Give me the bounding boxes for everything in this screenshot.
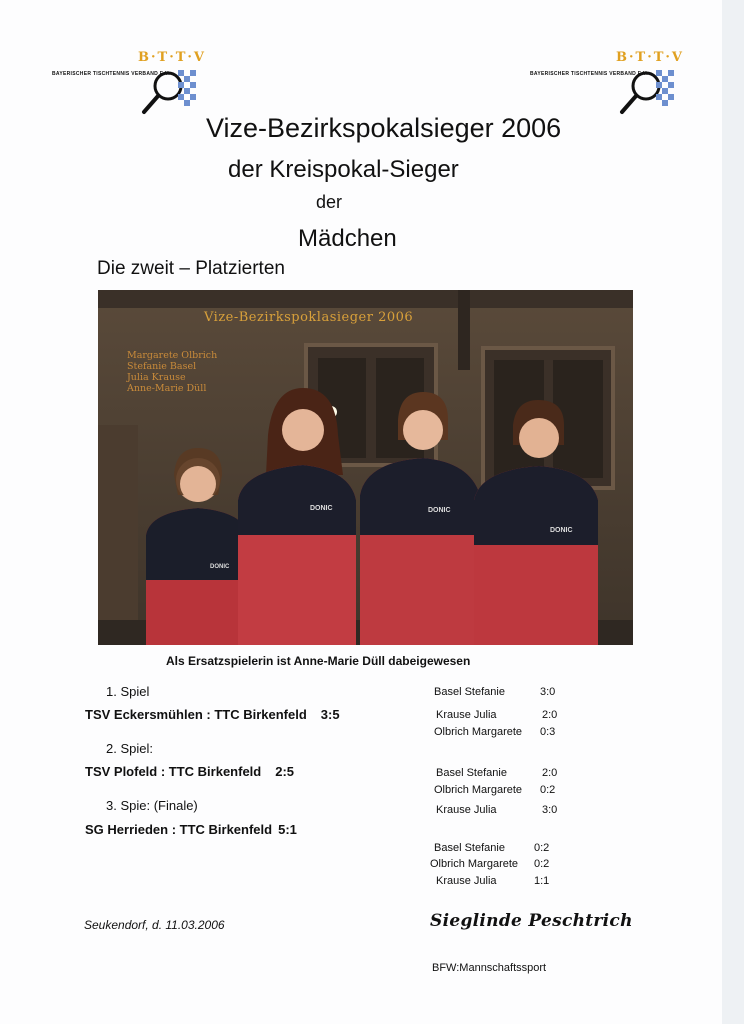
title-placing: Die zweit – Platzierten [97,258,285,279]
title-category: Mädchen [298,225,397,252]
match-score: 3:5 [320,707,340,722]
player-name: Krause Julia [436,804,497,816]
result-row [434,686,556,698]
result-row [436,767,558,779]
match-teams: TSV Plofeld : TTC Birkenfeld [85,764,262,779]
result-row [434,842,550,854]
match-score: 2:5 [275,764,295,779]
team-photo [98,290,633,645]
result-row [436,709,558,721]
match-score: 5:1 [278,822,297,837]
footer-org: BFW:Mannschaftssport [432,962,547,974]
title-der: der [316,192,343,212]
bttv-logo-right: B·T·T·V BAYERISCHER TISCHTENNIS VERBAND E.V. [530,44,680,124]
shirt-brand-label: DONIC [428,507,451,514]
game-match [85,764,294,779]
player-score: 1:1 [534,875,550,887]
player-score: 2:0 [542,709,558,721]
match-teams: TSV Eckersmühlen : TTC Birkenfeld [85,707,307,722]
game-heading: 2. Spiel: [106,741,153,756]
page-edge [722,0,744,1024]
photo-name: Stefanie Basel [127,361,197,372]
player-name: Olbrich Margarete [434,784,523,796]
game-match [85,822,297,837]
game-match [85,707,340,722]
photo-name: Margarete Olbrich [127,350,218,361]
result-row [436,804,558,816]
signature: Sieglinde Peschtrich [430,911,633,931]
player-name: Olbrich Margarete [434,726,523,738]
player-name: Krause Julia [436,709,497,721]
player-score: 0:2 [534,842,550,854]
player-score: 3:0 [540,686,556,698]
result-row [434,784,556,796]
result-row [436,875,550,887]
shirt-brand-label: DONIC [210,564,230,570]
player-name: Basel Stefanie [434,686,505,698]
player-score: 0:2 [540,784,556,796]
player-score: 2:0 [542,767,558,779]
player-score: 0:3 [540,726,556,738]
shirt-brand-label: DONIC [550,527,573,534]
paddle-icon [530,44,680,124]
place-date: Seukendorf, d. 11.03.2006 [84,918,225,932]
player-name: Basel Stefanie [436,767,507,779]
photo-overlay-names [127,350,217,394]
photo-name: Anne-Marie Düll [127,383,207,394]
paddle-icon [52,44,202,124]
shirt-brand-label: DONIC [310,505,333,512]
game-heading: 3. Spie: (Finale) [106,798,198,813]
page-subtitle: der Kreispokal-Sieger [228,156,459,183]
player-score: 0:2 [534,858,550,870]
result-row [430,858,550,870]
bttv-logo-left: B·T·T·V BAYERISCHER TISCHTENNIS VERBAND E.V. [52,44,202,124]
page-title: Vize-Bezirkspokalsieger 2006 [206,113,562,143]
game-heading: 1. Spiel [106,684,150,699]
player-score: 3:0 [542,804,558,816]
player-name: Krause Julia [436,875,497,887]
result-row [434,726,556,738]
photo-overlay-title: Vize-Bezirkspoklasieger 2006 [204,310,414,325]
player-name: Olbrich Margarete [430,858,519,870]
photo-caption: Als Ersatzspielerin ist Anne-Marie Düll dabeigewesen [166,654,471,668]
match-teams: SG Herrieden : TTC Birkenfeld [85,822,273,837]
player-name: Basel Stefanie [434,842,505,854]
photo-name: Julia Krause [127,372,186,383]
